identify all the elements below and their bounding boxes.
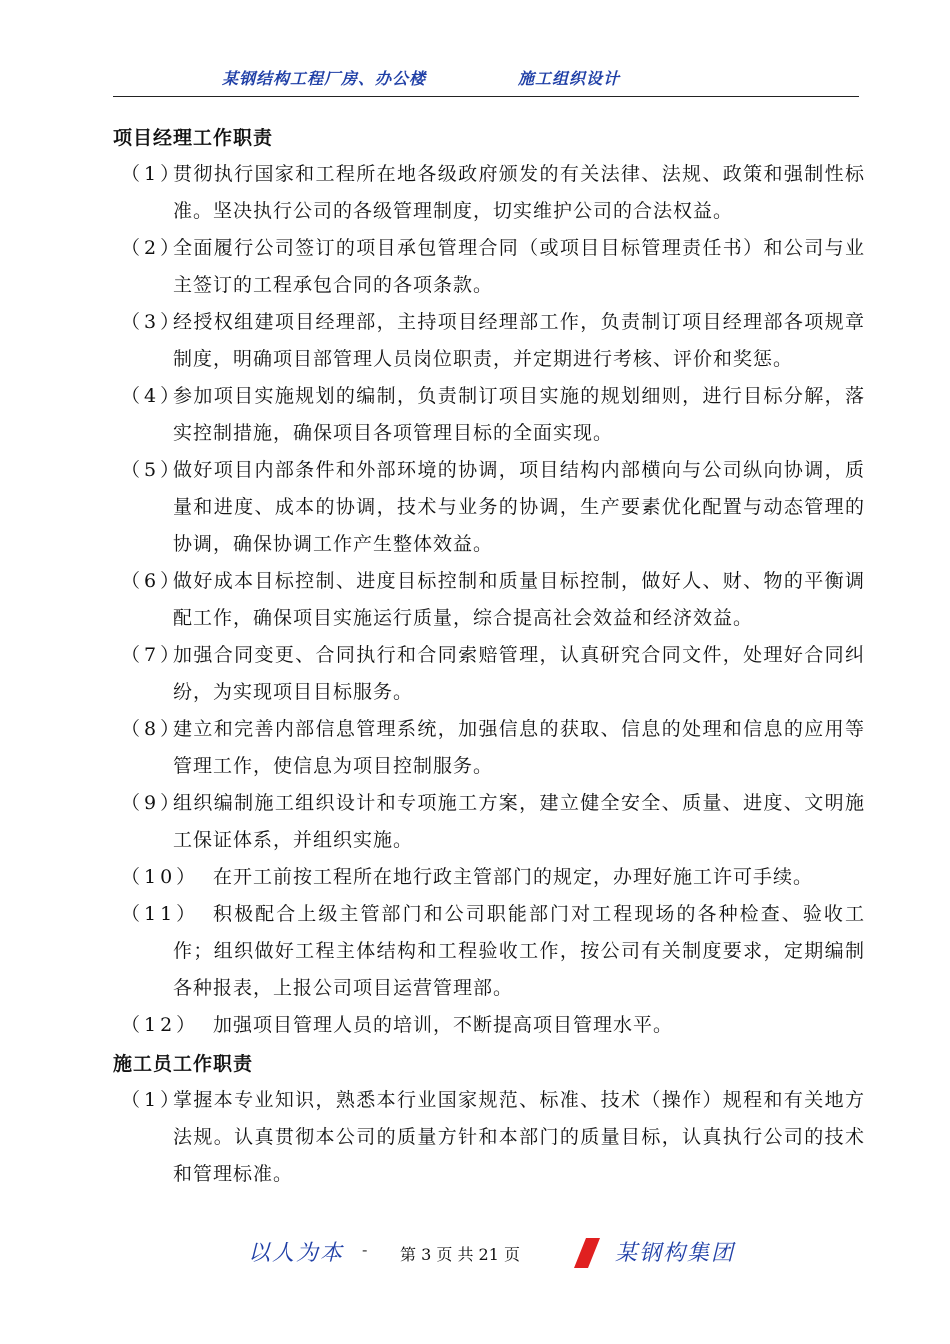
footer-motto: 以人为本 [248,1241,345,1266]
page-header [0,64,950,94]
item-number: （7） [121,644,184,666]
company-logo-icon [574,1238,600,1268]
header-divider [113,96,859,97]
item-number: （5） [121,459,184,481]
item-number: （6） [121,570,184,592]
document-body [113,118,865,1193]
section-heading: 施工员工作职责 [113,1053,254,1075]
item-text: 组织编制施工组织设计和专项施工方案，建立健全安全、质量、进度、文明施工保证体系，并组织实施。 [173,792,865,851]
page-footer [0,1236,950,1276]
item-text: 加强项目管理人员的培训，不断提高项目管理水平。 [213,1014,674,1036]
header-project-title: 某钢结构工程厂房、办公楼 [222,69,427,88]
item-text: 全面履行公司签订的项目承包管理合同（或项目目标管理责任书）和公司与业主签订的工程承包合同的各项条款。 [173,237,865,296]
item-text: 贯彻执行国家和工程所在地各级政府颁发的有关法律、法规、政策和强制性标准。坚决执行公司的各级管理制度，切实维护公司的合法权益。 [173,163,865,222]
item-text: 经授权组建项目经理部，主持项目经理部工作，负责制订项目经理部各项规章制度，明确项目部管理人员岗位职责，并定期进行考核、评价和奖惩。 [173,311,865,370]
item-number: （8） [121,718,184,740]
list-item [113,230,865,304]
item-number: （12） [121,1014,200,1036]
section-heading: 项目经理工作职责 [113,127,274,149]
item-number: （4） [121,385,184,407]
list-item [113,563,865,637]
list-item [113,1082,865,1193]
list-item [113,859,865,896]
item-text: 建立和完善内部信息管理系统，加强信息的获取、信息的处理和信息的应用等管理工作，使信息为项目控制服务。 [173,718,865,777]
list-item [113,156,865,230]
item-number: （11） [121,903,200,925]
item-text: 在开工前按工程所在地行政主管部门的规定，办理好施工许可手续。 [213,866,814,888]
footer-page-number: 第 3 页 共 21 页 [400,1245,520,1264]
item-number: （2） [121,237,184,259]
footer-dash: - [362,1240,368,1259]
item-number: （9） [121,792,184,814]
item-number: （10） [121,866,200,888]
item-text: 积极配合上级主管部门和公司职能部门对工程现场的各种检查、验收工作；组织做好工程主体结构和工程验收工作，按公司有关制度要求，定期编制各种报表，上报公司项目运营管理部。 [173,903,865,999]
item-text: 做好项目内部条件和外部环境的协调，项目结构内部横向与公司纵向协调，质量和进度、成本的协调，技术与业务的协调，生产要素优化配置与动态管理的协调，确保协调工作产生整体效益。 [173,459,865,555]
list-item [113,378,865,452]
list-item [113,896,865,1007]
list-item [113,637,865,711]
item-text: 掌握本专业知识，熟悉本行业国家规范、标准、技术（操作）规程和有关地方法规。认真贯彻本公司的质量方针和本部门的质量目标，认真执行公司的技术和管理标准。 [173,1089,865,1185]
item-text: 加强合同变更、合同执行和合同索赔管理，认真研究合同文件，处理好合同纠纷，为实现项目目标服务。 [173,644,865,703]
list-item [113,1007,865,1044]
list-item [113,711,865,785]
list-item [113,452,865,563]
footer-company-name: 某钢构集团 [615,1241,736,1266]
item-text: 做好成本目标控制、进度目标控制和质量目标控制，做好人、财、物的平衡调配工作，确保项目实施运行质量，综合提高社会效益和经济效益。 [173,570,865,629]
list-item [113,785,865,859]
item-number: （1） [121,1089,184,1111]
item-number: （1） [121,163,184,185]
header-doc-title: 施工组织设计 [518,69,621,88]
item-number: （3） [121,311,184,333]
list-item [113,304,865,378]
item-text: 参加项目实施规划的编制，负责制订项目实施的规划细则，进行目标分解，落实控制措施，确保项目各项管理目标的全面实现。 [173,385,865,444]
